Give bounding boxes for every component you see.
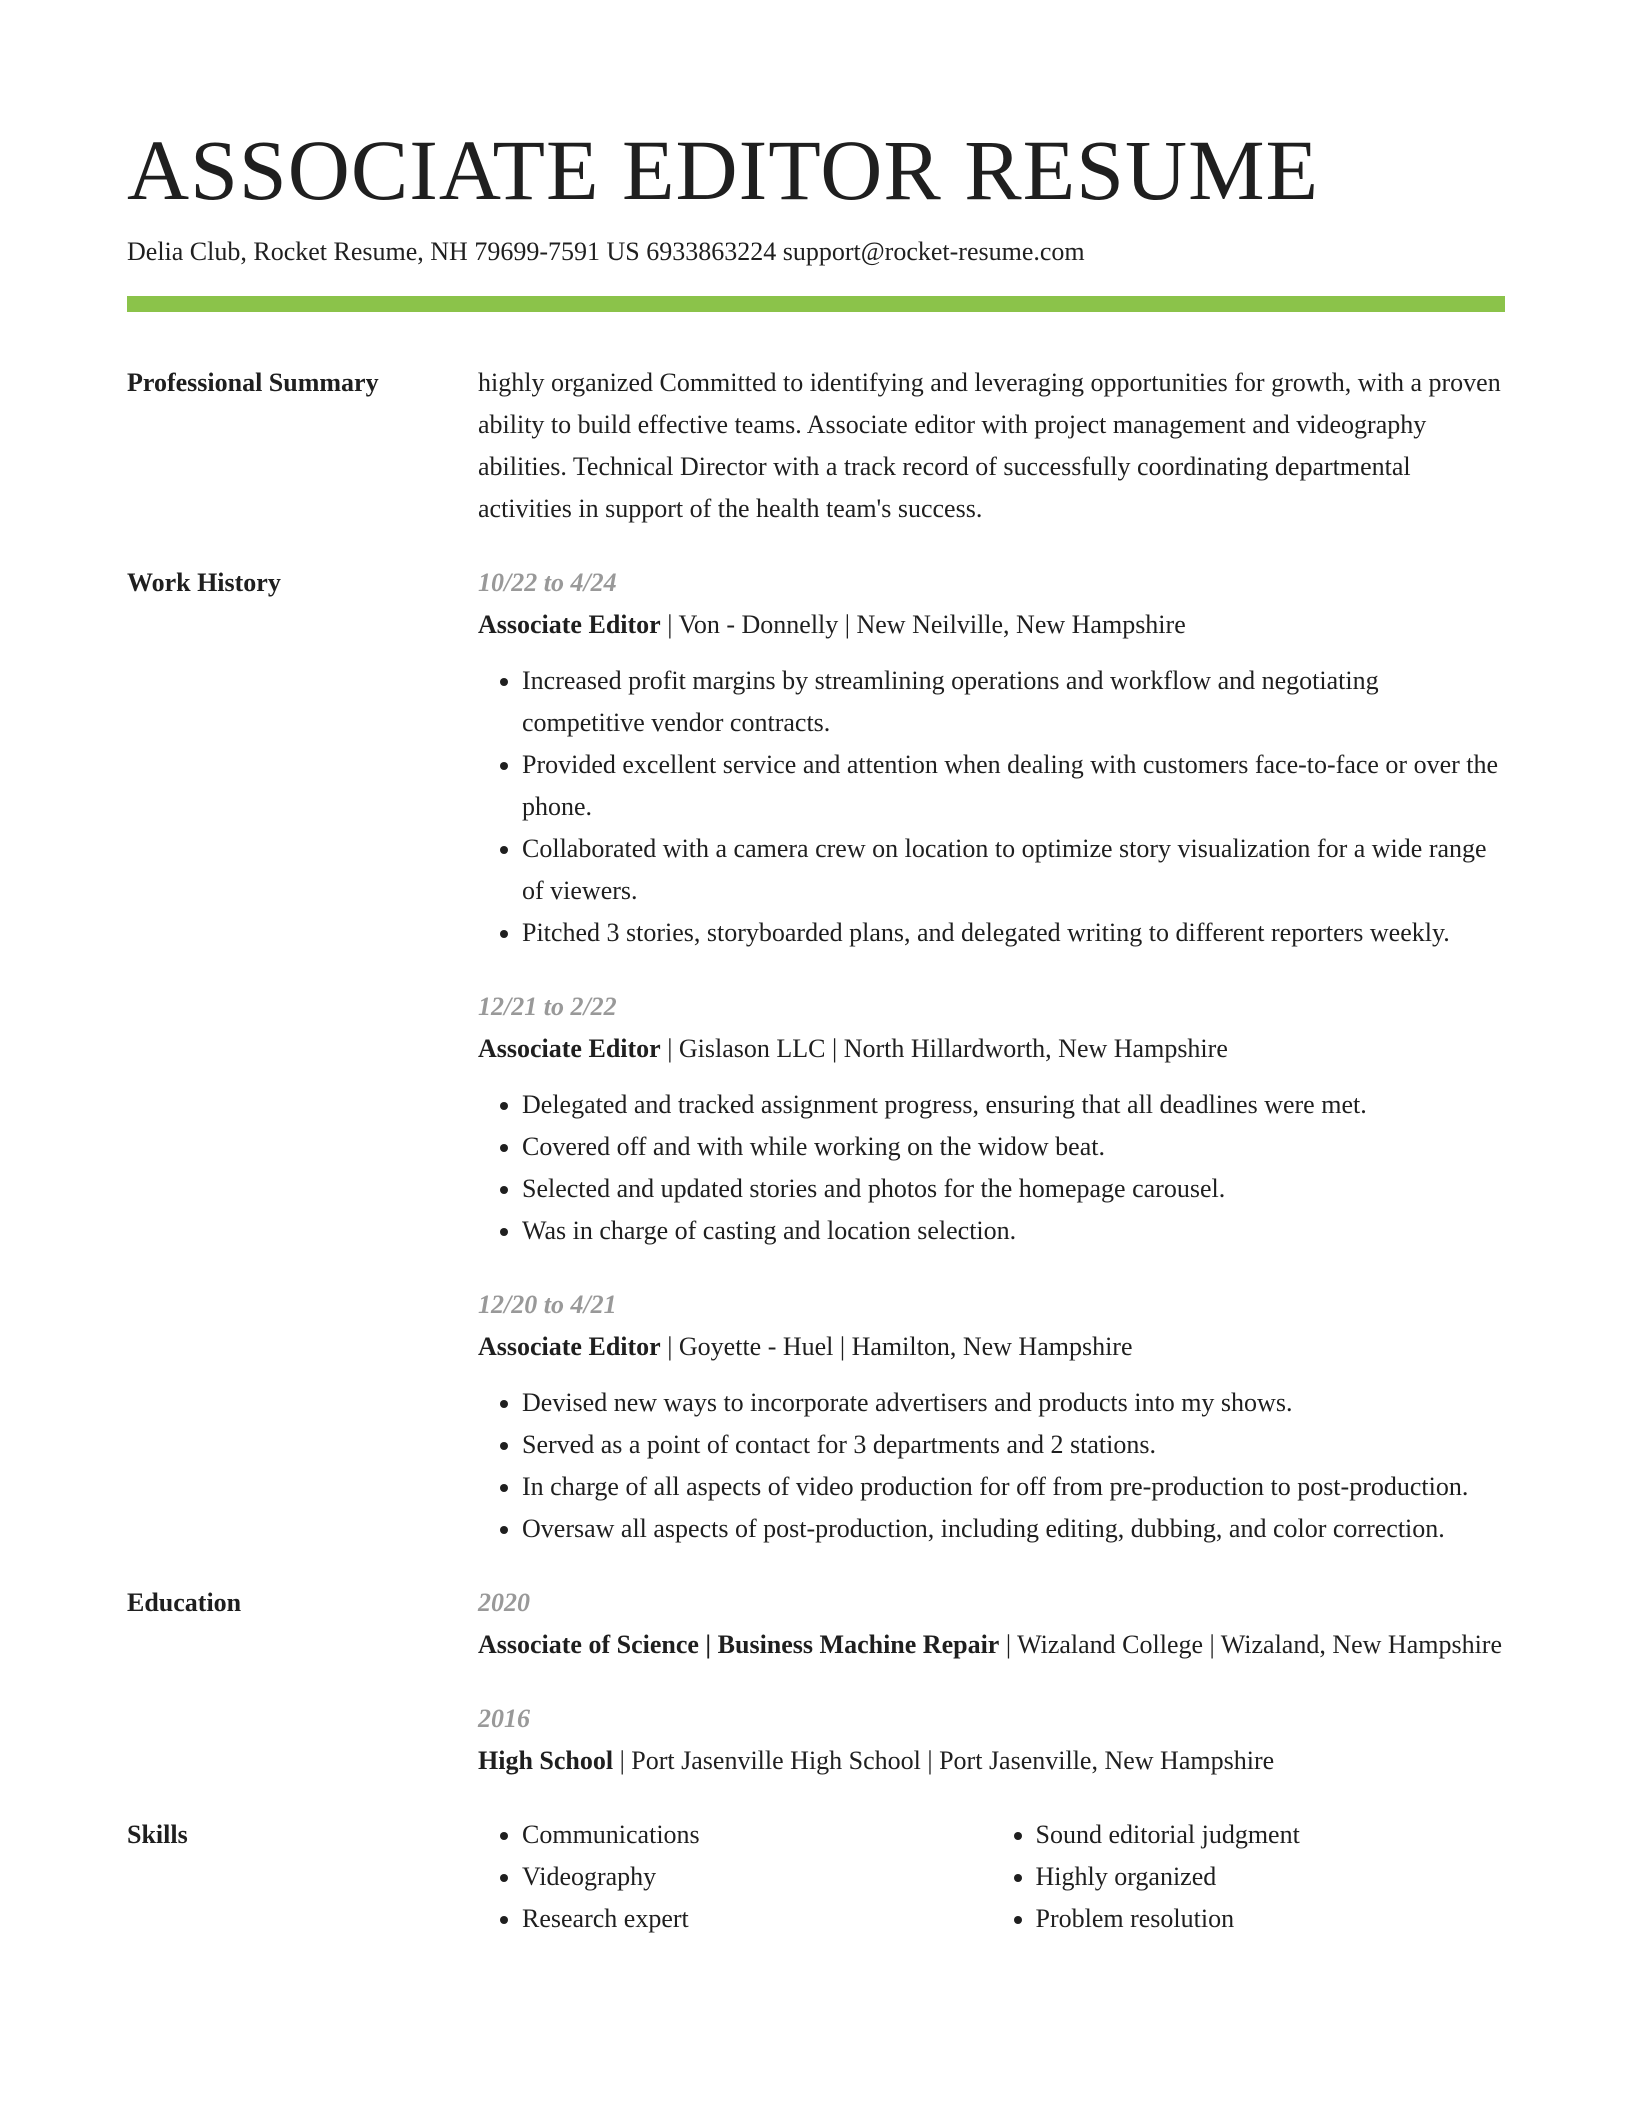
education-label: Education — [127, 1588, 242, 1617]
work-history-list — [478, 562, 1505, 1550]
work-history-section — [127, 562, 1505, 1550]
job-bullet: • Devised new ways to incorporate advertisers and products into my shows. — [522, 1382, 1505, 1424]
skill-item: • Highly organized — [1036, 1856, 1506, 1898]
job-bullets — [478, 1382, 1505, 1550]
education-entry — [478, 1582, 1505, 1666]
skill-item: • Communications — [522, 1814, 992, 1856]
education-list — [478, 1582, 1505, 1782]
job-title: Associate Editor — [478, 610, 661, 639]
education-heading — [478, 1624, 1505, 1666]
job-bullet: • Collaborated with a camera crew on location to optimize story visualization for a wide range of viewers. — [522, 828, 1505, 912]
job-title: Associate Editor — [478, 1332, 661, 1361]
job-heading — [478, 1028, 1505, 1070]
job-bullets — [478, 1084, 1505, 1252]
summary-text: highly organized Committed to identifying and leveraging opportunities for growth, with a proven ability to build effective teams. Associate editor with project management and videography abilities. Technical Director with a track record of successfully coordinating departmental activities in support of the health team's success. — [478, 368, 1501, 523]
education-date: 2016 — [478, 1704, 530, 1733]
contact-line: Delia Club, Rocket Resume, NH 79699-7591 US 6933863224 support@rocket-resume.com — [127, 237, 1085, 266]
skill-item: • Research expert — [522, 1898, 992, 1940]
job-date: 12/21 to 2/22 — [478, 992, 617, 1021]
job-bullet: • Served as a point of contact for 3 departments and 2 stations. — [522, 1424, 1505, 1466]
skill-item: • Videography — [522, 1856, 992, 1898]
job-bullet: • Was in charge of casting and location selection. — [522, 1210, 1505, 1252]
education-heading — [478, 1740, 1505, 1782]
job-bullets — [478, 660, 1505, 954]
job-bullet: • Selected and updated stories and photos for the homepage carousel. — [522, 1168, 1505, 1210]
job-bullet: • Pitched 3 stories, storyboarded plans, and delegated writing to different reporters weekly. — [522, 912, 1505, 954]
header-divider — [127, 296, 1505, 312]
job-heading — [478, 604, 1505, 646]
job-details: | Goyette - Huel | Hamilton, New Hampshire — [660, 1332, 1133, 1361]
job-bullet: • Delegated and tracked assignment progress, ensuring that all deadlines were met. — [522, 1084, 1505, 1126]
job-entry — [478, 562, 1505, 954]
job-entry — [478, 1284, 1505, 1550]
skills-label: Skills — [127, 1820, 188, 1849]
job-entry — [478, 986, 1505, 1252]
job-heading — [478, 1326, 1505, 1368]
education-details: | Wizaland College | Wizaland, New Hampshire — [999, 1630, 1503, 1659]
summary-label: Professional Summary — [127, 368, 379, 397]
education-details: | Port Jasenville High School | Port Jasenville, New Hampshire — [613, 1746, 1275, 1775]
work-history-label: Work History — [127, 568, 281, 597]
education-section — [127, 1582, 1505, 1782]
summary-section — [127, 362, 1505, 530]
skills-section — [127, 1814, 1505, 1940]
skills-column-2 — [992, 1814, 1506, 1940]
education-entry — [478, 1698, 1505, 1782]
job-bullet: • Oversaw all aspects of post-production, including editing, dubbing, and color correction. — [522, 1508, 1505, 1550]
education-degree: Associate of Science | Business Machine Repair — [478, 1630, 1000, 1659]
skill-item: • Sound editorial judgment — [1036, 1814, 1506, 1856]
job-details: | Gislason LLC | North Hillardworth, New Hampshire — [660, 1034, 1228, 1063]
skills-column-1 — [478, 1814, 992, 1940]
education-degree: High School — [478, 1746, 614, 1775]
resume-title: ASSOCIATE EDITOR RESUME — [127, 122, 1320, 218]
education-date: 2020 — [478, 1588, 530, 1617]
job-date: 12/20 to 4/21 — [478, 1290, 617, 1319]
skill-item: • Problem resolution — [1036, 1898, 1506, 1940]
job-date: 10/22 to 4/24 — [478, 568, 617, 597]
job-bullet: • Provided excellent service and attention when dealing with customers face-to-face or over the phone. — [522, 744, 1505, 828]
job-title: Associate Editor — [478, 1034, 661, 1063]
job-bullet: • In charge of all aspects of video production for off from pre-production to post-production. — [522, 1466, 1505, 1508]
job-details: | Von - Donnelly | New Neilville, New Hampshire — [660, 610, 1186, 639]
skills-list — [478, 1814, 1505, 1940]
job-bullet: • Covered off and with while working on the widow beat. — [522, 1126, 1505, 1168]
job-bullet: • Increased profit margins by streamlining operations and workflow and negotiating competitive vendor contracts. — [522, 660, 1505, 744]
